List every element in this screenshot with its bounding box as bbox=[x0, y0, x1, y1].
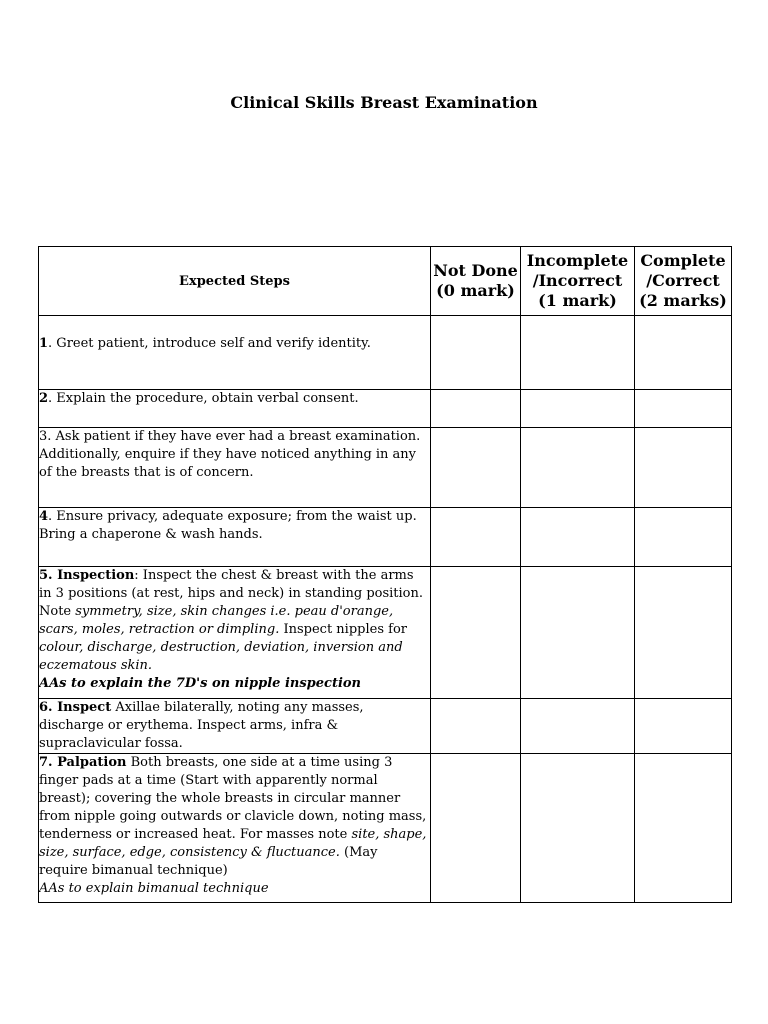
step-text: . Explain the procedure, obtain verbal consent. bbox=[48, 391, 359, 406]
table-row bbox=[39, 508, 732, 567]
score-cell-not-done[interactable] bbox=[431, 316, 521, 390]
header-complete-line3: (2 marks) bbox=[639, 291, 727, 310]
header-complete-line2: /Correct bbox=[646, 271, 720, 290]
header-not-done-line2: (0 mark) bbox=[436, 281, 515, 300]
step-text-2: Inspect nipples for bbox=[279, 622, 407, 637]
score-cell-complete[interactable] bbox=[635, 567, 732, 699]
header-row bbox=[39, 247, 732, 316]
header-incomplete-line3: (1 mark) bbox=[538, 291, 617, 310]
header-complete bbox=[635, 247, 732, 316]
header-incomplete-line2: /Incorrect bbox=[532, 271, 623, 290]
score-cell-not-done[interactable] bbox=[431, 390, 521, 428]
score-cell-complete[interactable] bbox=[635, 699, 732, 754]
step-text: Axillae bilaterally, noting any masses, discharge or erythema. Inspect arms, infra & supraclavicular fossa. bbox=[39, 700, 364, 751]
table-row bbox=[39, 390, 732, 428]
score-cell-not-done[interactable] bbox=[431, 699, 521, 754]
table-row bbox=[39, 428, 732, 508]
score-cell-complete[interactable] bbox=[635, 428, 732, 508]
step-italic: site, shape, size, surface, edge, consistency & fluctuance. bbox=[39, 827, 427, 860]
score-cell-incomplete[interactable] bbox=[521, 390, 635, 428]
score-cell-not-done[interactable] bbox=[431, 508, 521, 567]
step-7 bbox=[39, 754, 431, 903]
score-cell-complete[interactable] bbox=[635, 316, 732, 390]
step-text: Both breasts, one side at a time using 3 finger pads at a time (Start with apparently normal breast); covering the whole breasts in circular manner from nipple going outwards or clavicle down, noting mass, tenderness or increased heat. For masses note bbox=[39, 755, 427, 842]
step-note: AAs to explain bimanual technique bbox=[39, 881, 269, 896]
score-cell-incomplete[interactable] bbox=[521, 316, 635, 390]
step-2 bbox=[39, 390, 431, 428]
header-incomplete-line1: Incomplete bbox=[526, 251, 629, 270]
step-lead: 6. Inspect bbox=[39, 700, 112, 715]
header-expected-steps: Expected Steps bbox=[39, 247, 431, 316]
step-italic: symmetry, size, skin changes i.e. peau d'orange, scars, moles, retraction or dimpling. bbox=[39, 604, 394, 637]
score-cell-not-done[interactable] bbox=[431, 567, 521, 699]
table-row bbox=[39, 699, 732, 754]
table-row bbox=[39, 754, 732, 903]
score-cell-incomplete[interactable] bbox=[521, 699, 635, 754]
step-number: 2 bbox=[39, 391, 49, 406]
step-lead: . Palpation bbox=[48, 755, 127, 770]
table-row bbox=[39, 316, 732, 390]
header-not-done-line1: Not Done bbox=[433, 261, 518, 280]
step-italic-2: colour, discharge, destruction, deviation, inversion and eczematous skin. bbox=[39, 640, 403, 673]
score-cell-incomplete[interactable] bbox=[521, 428, 635, 508]
step-text-2: (May require bimanual technique) bbox=[39, 845, 378, 878]
step-6 bbox=[39, 699, 431, 754]
step-lead: 5. Inspection bbox=[39, 568, 135, 583]
score-cell-not-done[interactable] bbox=[431, 754, 521, 903]
step-1 bbox=[39, 316, 431, 390]
score-cell-complete[interactable] bbox=[635, 754, 732, 903]
step-number: 1 bbox=[39, 336, 49, 351]
page-title: Clinical Skills Breast Examination bbox=[230, 93, 538, 112]
table-row bbox=[39, 567, 732, 699]
score-cell-incomplete[interactable] bbox=[521, 508, 635, 567]
header-not-done bbox=[431, 247, 521, 316]
step-3 bbox=[39, 428, 431, 508]
score-cell-incomplete[interactable] bbox=[521, 754, 635, 903]
step-text: : Inspect the chest & breast with the arms in 3 positions (at rest, hips and neck) in standing position. Note bbox=[39, 568, 424, 619]
step-text: . Ensure privacy, adequate exposure; from the waist up. Bring a chaperone & wash hands. bbox=[39, 509, 417, 542]
marking-table bbox=[38, 246, 732, 903]
step-4 bbox=[39, 508, 431, 567]
step-number: 7 bbox=[39, 755, 49, 770]
step-number: 4 bbox=[39, 509, 49, 524]
step-text: . Greet patient, introduce self and verify identity. bbox=[48, 336, 371, 351]
score-cell-complete[interactable] bbox=[635, 390, 732, 428]
score-cell-incomplete[interactable] bbox=[521, 567, 635, 699]
step-5 bbox=[39, 567, 431, 699]
step-note: AAs to explain the 7D's on nipple inspection bbox=[39, 676, 362, 691]
header-complete-line1: Complete bbox=[640, 251, 726, 270]
step-text: 3. Ask patient if they have ever had a breast examination. Additionally, enquire if they have noticed anything in any of the breasts that is of concern. bbox=[39, 429, 421, 480]
score-cell-complete[interactable] bbox=[635, 508, 732, 567]
header-incomplete bbox=[521, 247, 635, 316]
score-cell-not-done[interactable] bbox=[431, 428, 521, 508]
